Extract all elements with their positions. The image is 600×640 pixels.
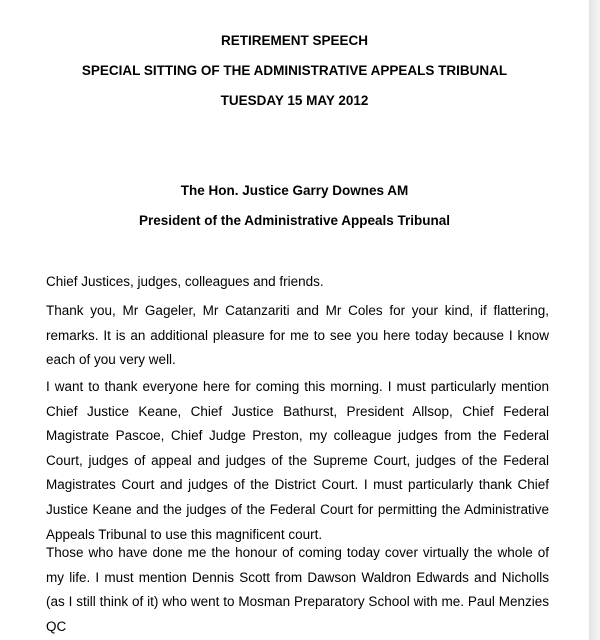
paragraph-salutation: Chief Justices, judges, colleagues and friends. <box>46 274 324 289</box>
document-subtitle: SPECIAL SITTING OF THE ADMINISTRATIVE APPEALS TRIBUNAL <box>81 63 508 78</box>
speaker-name: The Hon. Justice Garry Downes AM <box>180 183 409 198</box>
speaker-title: President of the Administrative Appeals Tribunal <box>138 213 451 228</box>
document-title: RETIREMENT SPEECH <box>220 33 369 48</box>
document-date: TUESDAY 15 MAY 2012 <box>220 93 369 108</box>
paragraph-guests: Those who have done me the honour of coming today cover virtually the whole of my life. I must mention Dennis Scott from Dawson Waldron Edwards and Nicholls (as I still think of it) who went to Mosman Preparatory School with me. Paul Menzies QC <box>46 545 549 634</box>
paragraph-attendees: I want to thank everyone here for coming this morning. I must particularly mention Chief Justice Keane, Chief Justice Bathurst, President Allsop, Chief Federal Magistrate Pascoe, Chief Judge Preston, my colleague judges from the Federal Court, judges of appeal and judges of the Supreme Court, judges of the Federal Magistrates Court and judges of the District Court. I must particularly thank Chief Justice Keane and the judges of the Federal Court for permitting the Administrative Appeals Tribunal to use this magnificent court. <box>46 379 549 542</box>
scrollbar-track[interactable] <box>589 0 600 640</box>
paragraph-thanks: Thank you, Mr Gageler, Mr Catanzariti and Mr Coles for your kind, if flattering, remarks. It is an additional pleasure for me to see you here today because I know each of you very well. <box>46 303 549 368</box>
